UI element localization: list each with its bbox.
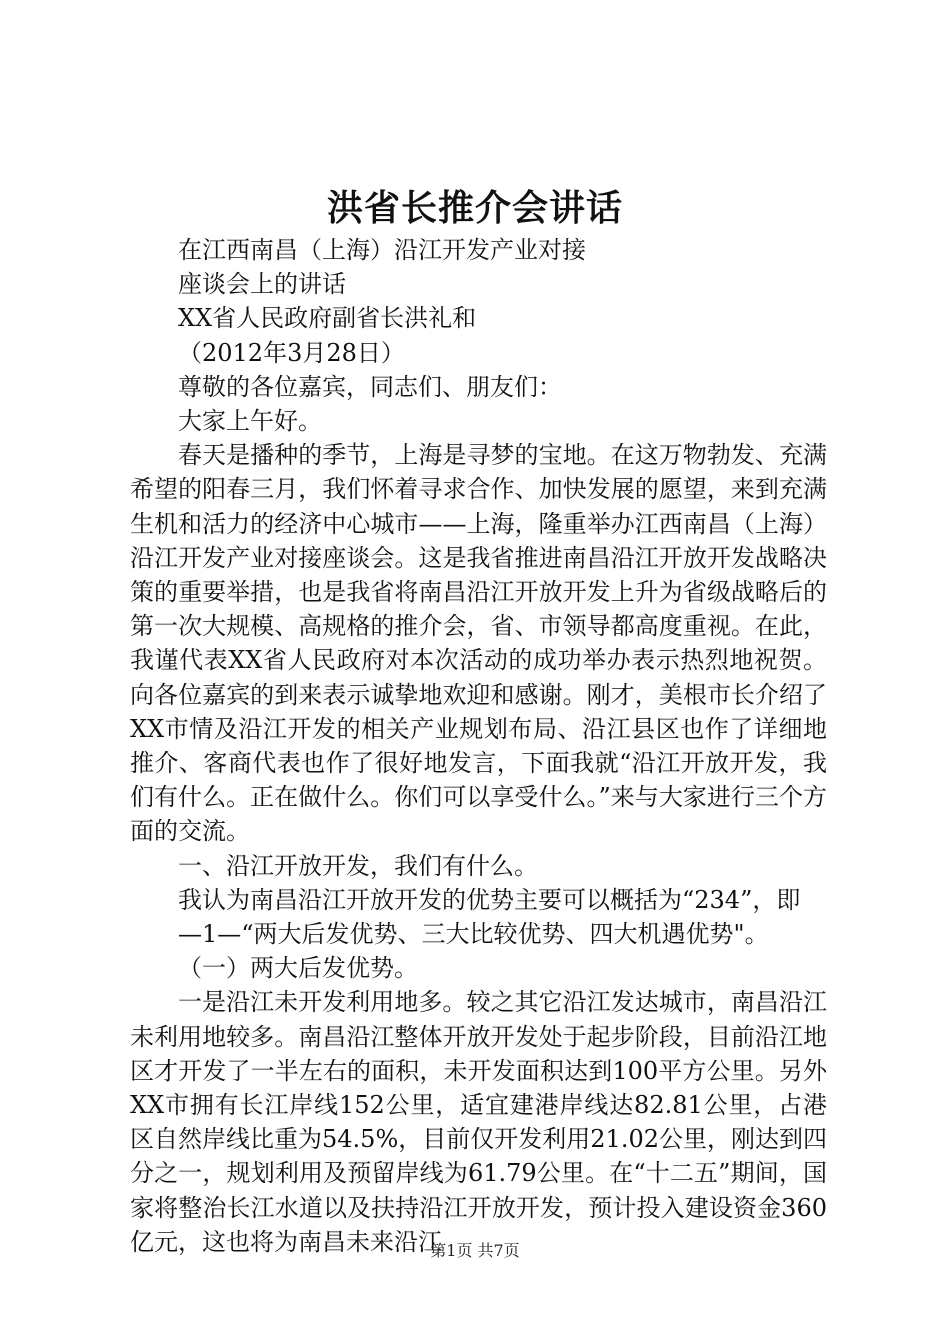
subtitle-line-2: 座谈会上的讲话 [178,270,346,299]
salutation-line: 尊敬的各位嘉宾，同志们、朋友们： [178,372,562,401]
paragraph-advantages: 我认为南昌沿江开放开发的优势主要可以概括为“234”，即 [178,885,801,914]
speaker-line: XX省人民政府副省长洪礼和 [178,304,477,333]
document-body [130,233,827,1259]
page-number-footer: 第1页 共7页 [430,1241,520,1260]
subtitle-line-1: 在江西南昌（上海）沿江开发产业对接 [178,236,586,264]
paragraph-land: 一是沿江未开发利用地多。较之其它沿江发达城市，南昌沿江未利用地较多。南昌沿江整体开放开发处于起步阶段，目前沿江地区才开发了一半左右的面积，未开发面积达到100平方公里。另外XX市拥有长江岸线152公里，适宜建港岸线达82.81公里，占港区自然岸线比重为54.5%，目前仅开发利用21.02公里，刚达到四分之一，规划利用及预留岸线为61.79公里。在“十二五”期间，国家将整治长江水道以及扶持沿江开放开发，预计投入建设资金360亿元，这也将为南昌未来沿江 [130,988,827,1256]
date-line: （2012年3月28日） [178,338,405,367]
greeting-line: 大家上午好。 [178,407,322,436]
document-title: 洪省长推介会讲话 [326,187,623,229]
paragraph-intro: 春天是播种的季节，上海是寻梦的宝地。在这万物勃发、充满希望的阳春三月，我们怀着寻求合作、加快发展的愿望，来到充满生机和活力的经济中心城市——上海，隆重举办江西南昌（上海）沿江开发产业对接座谈会。这是我省推进南昌沿江开放开发战略决策的重要举措，也是我省将南昌沿江开放开发上升为省级战略后的第一次大规模、高规格的推介会，省、市领导都高度重视。在此，我谨代表XX省人民政府对本次活动的成功举办表示热烈地祝贺。向各位嘉宾的到来表示诚挚地欢迎和感谢。刚才，美根市长介绍了XX市情及沿江开发的相关产业规划布局、沿江县区也作了详细地推介、客商代表也作了很好地发言，下面我就“沿江开放开发，我们有什么。正在做什么。你们可以享受什么。”来与大家进行三个方面的交流。 [130,441,827,846]
subsection-heading-1: （一）两大后发优势。 [178,954,418,983]
section-heading-1: 一、沿江开放开发，我们有什么。 [178,851,538,880]
paragraph-summary: —1—“两大后发优势、三大比较优势、四大机遇优势"。 [178,920,769,949]
